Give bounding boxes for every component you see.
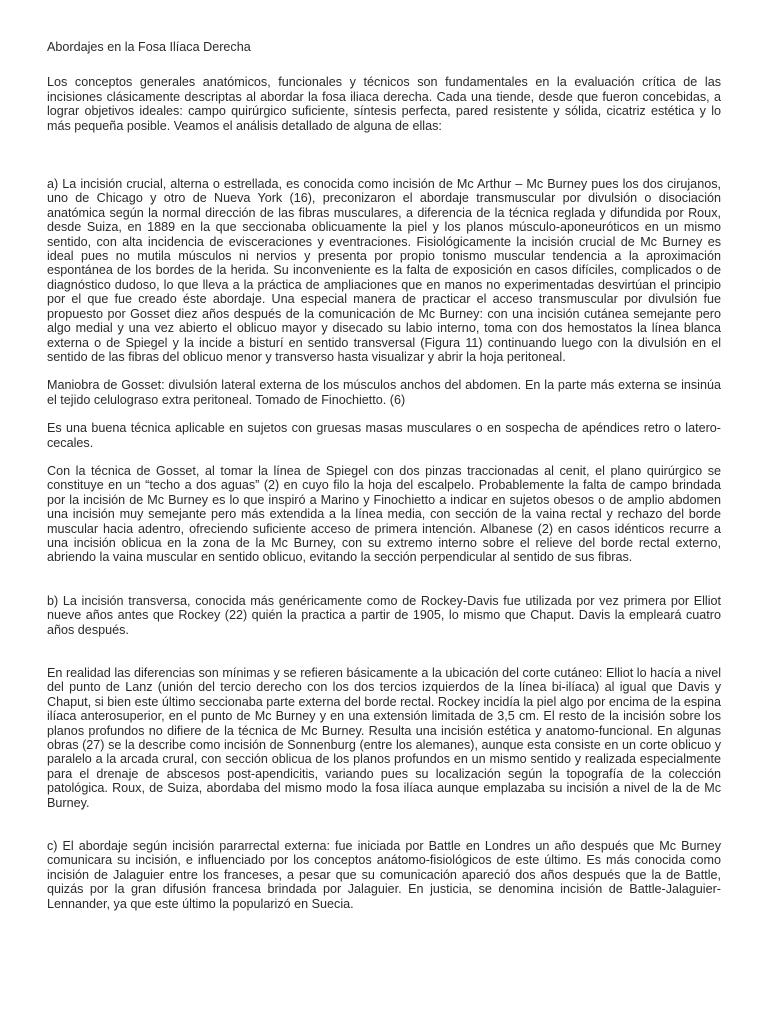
paragraph-intro: Los conceptos generales anatómicos, funcionales y técnicos son fundamentales en la evaluación crítica de las incisiones clásicamente descriptas al abordar la fosa iliaca derecha. Cada una tiende, desde que fueron concebidas, a lograr objetivos ideales: campo quirúrgico suficiente, síntesis perfecta, pared resistente y sólida, cicatriz estética y lo más pequeña posible. Veamos el análisis detallado de alguna de ellas:: [47, 75, 721, 133]
paragraph-gosset-technique: Con la técnica de Gosset, al tomar la línea de Spiegel con dos pinzas traccionadas al cenit, el plano quirúrgico se constituye en un “techo a dos aguas” (2) en cuyo filo la hoja del escalpelo. Probablemente la falta de campo brindada por la incisión de Mc Burney es lo que inspiró a Marino y Finochietto a indicar en sujetos obesos o de amplio abdomen una incisión muy semejante pero más extendida a la línea media, con sección de la vaina rectal y rechazo del borde muscular hacia adentro, ofreciendo suficiente acceso de primera intención. Albanese (2) en casos idénticos recurre a una incisión oblicua en la zona de la Mc Burney, con su extremo interno sobre el relieve del borde rectal externo, abriendo la vaina muscular en sentido oblicuo, evitando la sección perpendicular al sentido de sus fibras.: [47, 463, 721, 565]
paragraph-spacer: [47, 450, 721, 464]
paragraph-spacer: [47, 810, 721, 839]
paragraph-gosset-caption: Maniobra de Gosset: divulsión lateral externa de los músculos anchos del abdomen. En la parte más externa se insinúa el tejido celulograso extra peritoneal. Tomado de Finochietto. (6): [47, 378, 721, 407]
paragraph-diferencias: En realidad las diferencias son mínimas y se refieren básicamente a la ubicación del corte cutáneo: Elliot lo hacía a nivel del punto de Lanz (unión del tercio derecho con los dos tercios izquierdos de la línea bi-ilíaca) al igual que Davis y Chaput, si bien este último seccionaba parte externa del borde rectal. Rockey incidía la piel algo por encima de la espina ilíaca anterosuperior, en el punto de Mc Burney y en una extensión limitada de 3,5 cm. El resto de la incisión sobre los planos profundos no difiere de la técnica de Mc Burney. Resulta una incisión estética y anatomo-funcional. En algunas obras (27) se la describe como incisión de Sonnenburg (entre los alemanes), aunque esta consiste en un corte oblicuo y paralelo a la arcada crural, con sección oblicua de los planos profundos en un mismo sentido y realizada especialmente para el drenaje de abscesos post-apendicitis, variando pues su localización según la topografía de la colección patológica. Roux, de Suiza, abordaba del mismo modo la fosa ilíaca aunque emplazaba su incisión a nivel de la de Mc Burney.: [47, 666, 721, 810]
paragraph-spacer: [47, 407, 721, 421]
paragraph-spacer: [47, 133, 721, 177]
paragraph-spacer: [47, 637, 721, 666]
document-title: Abordajes en la Fosa Ilíaca Derecha: [47, 40, 251, 54]
paragraph-incision-crucial: a) La incisión crucial, alterna o estrellada, es conocida como incisión de Mc Arthur – Mc Burney pues los dos cirujanos, uno de Chicago y otro de Nueva York (16), preconizaron el abordaje transmuscular por divulsión o disociación anatómica según la normal dirección de las fibras musculares, a diferencia de la técnica reglada y difundida por Roux, desde Suiza, en 1889 en la que seccionaba oblicuamente la piel y los planos músculo-aponeuróticos en un mismo sentido, con alta incidencia de evisceraciones y eventraciones. Fisiológicamente la incisión crucial de Mc Burney es ideal pues no mutila músculos ni nervios y presenta por propio tonismo muscular tendencia a la aproximación espontánea de los bordes de la herida. Su inconveniente es la falta de exposición en casos difíciles, complicados o de diagnóstico dudoso, lo que lleva a la práctica de ampliaciones que en manos no experimentadas desvirtúan el principio por el que fue creado éste abordaje. Una especial manera de practicar el acceso transmuscular por divulsión fue propuesto por Gosset diez años después de la comunicación de Mc Burney: con una incisión cutánea semejante pero algo medial y una vez abierto el oblicuo mayor y disecado su labio interno, toma con dos hemostatos la línea blanca externa o de Spiegel y la incide a bisturí en sentido transversal (Figura 11) continuando luego con la divulsión en el sentido de las fibras del oblicuo menor y transverso hasta visualizar y abrir la hoja peritoneal.: [47, 177, 721, 364]
paragraph-gosset-indication: Es una buena técnica aplicable en sujetos con gruesas masas musculares o en sospecha de apéndices retro o latero-cecales.: [47, 421, 721, 450]
paragraph-pararrectal: c) El abordaje según incisión pararrectal externa: fue iniciada por Battle en Londres un año después que Mc Burney comunicara su incisión, e influenciado por los conceptos anátomo-fisiológicos de este último. Es más conocida como incisión de Jalaguier entre los franceses, a pesar que su comunicación apareció dos años después que la de Battle, quizás por la gran difusión francesa brindada por Jalaguier. En justicia, se denomina incisión de Battle-Jalaguier-Lennander, ya que este último la popularizó en Suecia.: [47, 839, 721, 911]
paragraph-incision-transversa: b) La incisión transversa, conocida más genéricamente como de Rockey-Davis fue utilizada por vez primera por Elliot nueve años antes que Rockey (22) quién la practica a partir de 1905, lo mismo que Chaput. Davis la empleará cuatro años después.: [47, 593, 721, 637]
document-page: [47, 40, 721, 911]
paragraph-spacer: [47, 565, 721, 594]
paragraph-spacer: [47, 364, 721, 378]
